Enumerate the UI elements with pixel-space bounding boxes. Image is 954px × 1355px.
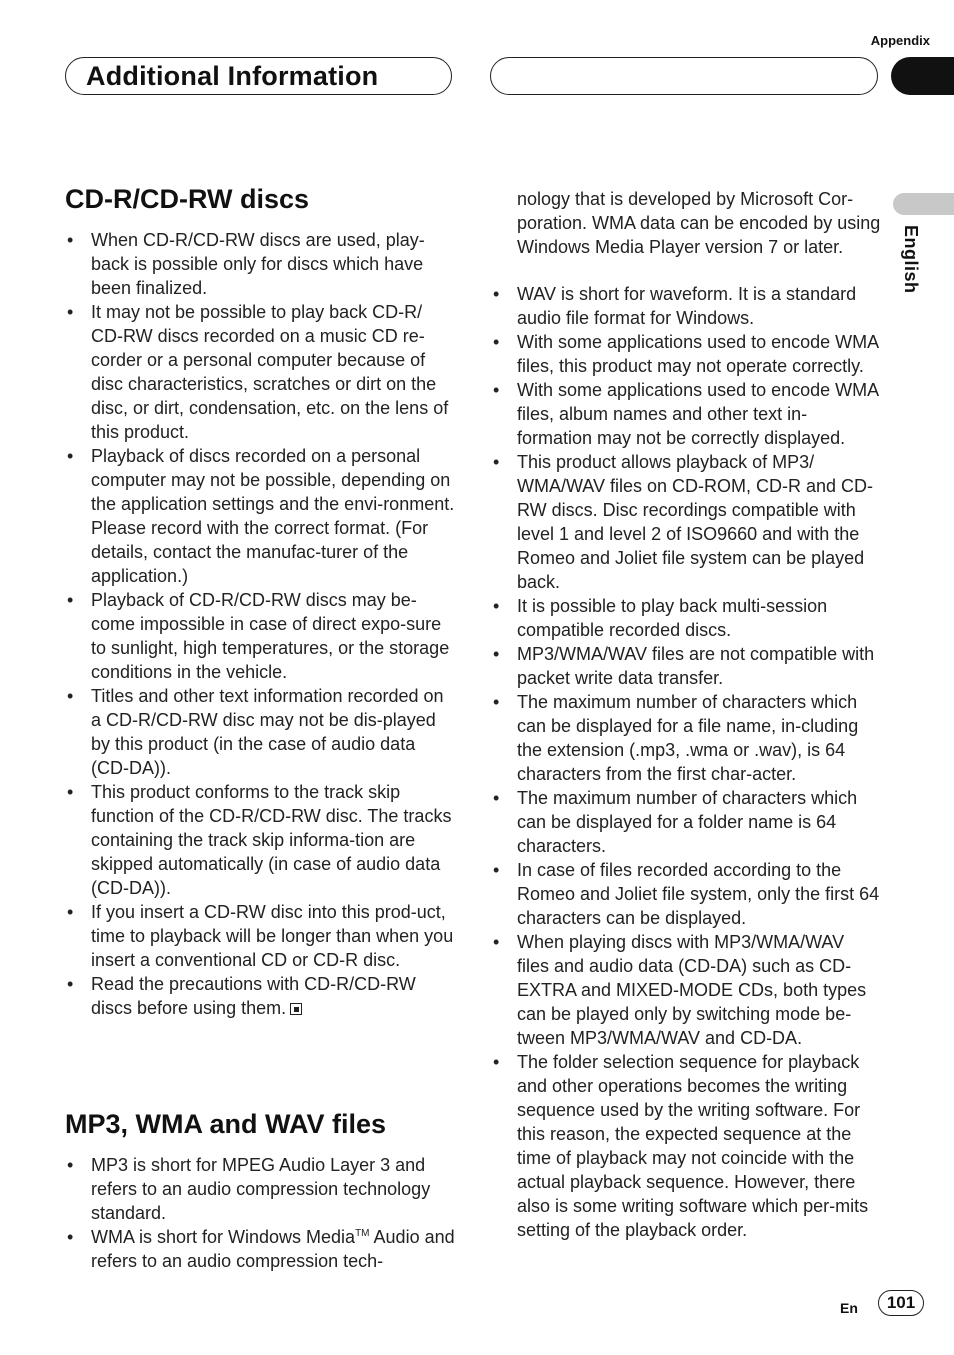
mp3-list-right — [491, 282, 881, 1242]
list-item-text: Read the precautions with CD-R/CD-RW discs before using them. — [91, 974, 416, 1018]
trademark-mark: TM — [355, 1228, 370, 1239]
list-item: • When CD-R/CD-RW discs are used, play-back is possible only for discs which have been finalized. — [65, 228, 455, 300]
list-item — [65, 1225, 455, 1273]
cdr-heading: CD-R/CD-RW discs — [65, 184, 310, 214]
end-mark-icon — [290, 1003, 302, 1015]
language-tab-marker — [893, 193, 954, 215]
list-item: • Playback of CD-R/CD-RW discs may be-come impossible in case of direct expo-sure to sunlight, high temperatures, or the storage conditions in the vehicle. — [65, 588, 455, 684]
list-item: • When playing discs with MP3/WMA/WAV files and audio data (CD-DA) such as CD-EXTRA and MIXED-MODE CDs, both types can be played only by switching mode be-tween MP3/WMA/WAV and CD-DA. — [491, 930, 881, 1050]
list-item: • The maximum number of characters which can be displayed for a file name, in-cluding the extension (.mp3, .wma or .wav), is 64 characters from the first char-acter. — [491, 690, 881, 786]
list-item: • It is possible to play back multi-session compatible recorded discs. — [491, 594, 881, 642]
mp3-list-left — [65, 1153, 455, 1273]
list-item: • In case of files recorded according to the Romeo and Joliet file system, only the first 64 characters can be displayed. — [491, 858, 881, 930]
list-item: • If you insert a CD-RW disc into this prod-uct, time to playback will be longer than when you insert a conventional CD or CD-R disc. — [65, 900, 455, 972]
header-black-tab — [891, 57, 954, 95]
list-item: • The folder selection sequence for playback and other operations becomes the writing sequence used by the writing software. For this reason, the expected sequence at the time of playback may not coincide with the actual playback sequence. However, there also is some writing software which per-mits setting of the playback order. — [491, 1050, 881, 1242]
list-item: • Playback of discs recorded on a personal computer may not be possible, depending on the application settings and the envi-ronment. Please record with the correct format. (For details, contact the manufac-turer of the application.) — [65, 444, 455, 588]
section-title: Additional Information — [86, 61, 379, 91]
list-item: • With some applications used to encode WMA files, album names and other text in-formation may not be correctly displayed. — [491, 378, 881, 450]
mp3-heading: MP3, WMA and WAV files — [65, 1109, 387, 1139]
list-item: • MP3/WMA/WAV files are not compatible with packet write data transfer. — [491, 642, 881, 690]
list-item: • WAV is short for waveform. It is a standard audio file format for Windows. — [491, 282, 881, 330]
appendix-label: Appendix — [870, 33, 930, 48]
list-item-text: WMA is short for Windows Media — [91, 1227, 356, 1247]
list-item: • The maximum number of characters which can be displayed for a folder name is 64 characters. — [491, 786, 881, 858]
list-item: • It may not be possible to play back CD-R/ CD-RW discs recorded on a music CD re-corder or a personal computer because of disc characteristics, scratches or dirt on the disc, or dirt, condensation, etc. on the lens of this product. — [65, 300, 455, 444]
cdr-list — [65, 228, 455, 1020]
list-item: • MP3 is short for MPEG Audio Layer 3 and refers to an audio compression technology standard. — [65, 1153, 455, 1225]
list-item: • Titles and other text information recorded on a CD-R/CD-RW disc may not be dis-played by this product (in the case of audio data (CD-DA)). — [65, 684, 455, 780]
page-number: 101 — [878, 1290, 924, 1316]
list-item: • With some applications used to encode WMA files, this product may not operate correctly. — [491, 330, 881, 378]
list-item-continuation: nology that is developed by Microsoft Cor-poration. WMA data can be encoded by using Windows Media Player version 7 or later. — [517, 189, 881, 257]
language-tab-label: English — [901, 225, 921, 294]
list-item — [65, 972, 455, 1020]
header-empty-pill — [490, 57, 878, 95]
section-header — [65, 57, 452, 95]
list-item-text: Audio and refers to an audio compression tech- — [91, 1227, 455, 1271]
list-item: • This product allows playback of MP3/ WMA/WAV files on CD-ROM, CD-R and CD-RW discs. Disc recordings compatible with level 1 and level 2 of ISO9660 and with the Romeo and Joliet file system can be played back. — [491, 450, 881, 594]
list-item: • This product conforms to the track skip function of the CD-R/CD-RW disc. The tracks containing the track skip informa-tion are skipped automatically (in case of audio data (CD-DA)). — [65, 780, 455, 900]
footer-language-code: En — [840, 1300, 858, 1316]
